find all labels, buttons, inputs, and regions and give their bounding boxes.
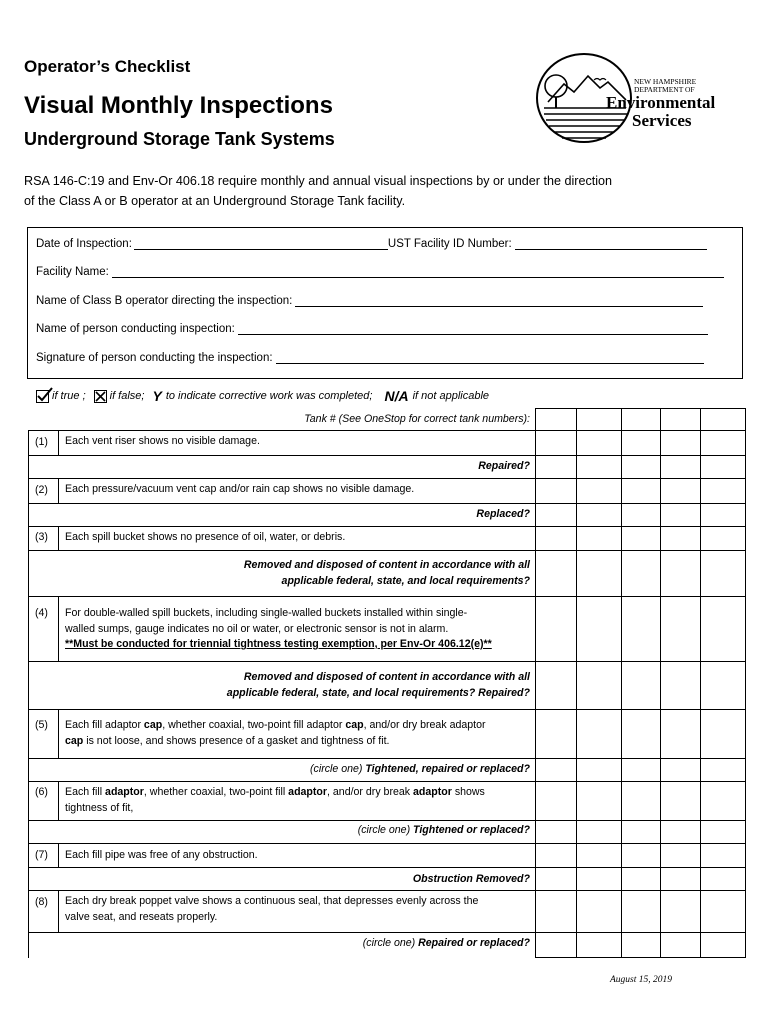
class-b-label: Name of Class B operator directing the inspection: xyxy=(36,295,293,307)
legend-y-key: Y xyxy=(152,388,162,404)
legend-na-text: if not applicable xyxy=(412,390,490,402)
facility-id-label: UST Facility ID Number: xyxy=(387,238,512,250)
item-5-number: (5) xyxy=(35,719,48,731)
item-2-number: (2) xyxy=(35,484,48,496)
item-5-followup: (circle one) Tightened, repaired or replaced? xyxy=(310,763,530,775)
item-2-text: Each pressure/vacuum vent cap and/or rain cap shows no visible damage. xyxy=(65,483,415,495)
person-label: Name of person conducting inspection: xyxy=(36,323,235,335)
legend-false-text: if false; xyxy=(109,390,145,402)
item-4-followup-line-1: Removed and disposed of content in accordance with all xyxy=(243,671,530,683)
item-8-text-line-2: valve seat, and reseats properly. xyxy=(65,911,218,923)
page-subtitle: Underground Storage Tank Systems xyxy=(24,129,335,149)
item-8-number: (8) xyxy=(35,896,48,908)
logo-line-2: DEPARTMENT OF xyxy=(634,85,695,94)
item-1-text: Each vent riser shows no visible damage. xyxy=(65,435,260,447)
legend-y-text: to indicate corrective work was completed; xyxy=(165,390,373,402)
item-8-text-line-1: Each dry break poppet valve shows a continuous seal, that depresses evenly across the xyxy=(65,895,479,907)
item-3-number: (3) xyxy=(35,531,48,543)
item-3-followup-line-2: applicable federal, state, and local requirements? xyxy=(281,575,530,587)
item-1-number: (1) xyxy=(35,436,48,448)
item-7-text: Each fill pipe was free of any obstruction. xyxy=(65,849,258,861)
footer-date: August 15, 2019 xyxy=(610,975,673,985)
facility-name-label: Facility Name: xyxy=(36,266,109,278)
tank-number-header: Tank # (See OneStop for correct tank numbers): xyxy=(304,413,530,425)
item-6-text-line-2: tightness of fit, xyxy=(65,802,134,814)
item-1-followup: Repaired? xyxy=(478,460,530,472)
date-label: Date of Inspection: xyxy=(36,238,132,250)
item-4-text-line-1: For double-walled spill buckets, including single-walled buckets installed within single- xyxy=(65,607,468,619)
item-4-followup-line-2: applicable federal, state, and local requirements? Repaired? xyxy=(226,687,530,699)
intro-line-2: of the Class A or B operator at an Underground Storage Tank facility. xyxy=(24,194,406,208)
item-8-followup: (circle one) Repaired or replaced? xyxy=(362,937,530,949)
item-4-text-line-2: walled sumps, gauge indicates no oil or water, or electronic sensor is not in alarm. xyxy=(65,623,449,635)
item-2-followup: Replaced? xyxy=(476,508,530,520)
logo-line-4: Services xyxy=(632,111,692,130)
legend-na-key: N/A xyxy=(384,388,409,404)
item-6-followup: (circle one) Tightened or replaced? xyxy=(357,824,530,836)
item-3-text: Each spill bucket shows no presence of oil, water, or debris. xyxy=(65,531,346,543)
item-7-number: (7) xyxy=(35,849,48,861)
checklist-heading: Operator’s Checklist xyxy=(24,57,191,76)
item-6-number: (6) xyxy=(35,786,48,798)
logo-line-3: Environmental xyxy=(606,93,716,112)
intro-line-1: RSA 146-C:19 and Env-Or 406.18 require monthly and annual visual inspections by or under the direction xyxy=(24,174,613,188)
item-7-followup: Obstruction Removed? xyxy=(412,873,530,885)
item-3-followup-line-1: Removed and disposed of content in accordance with all xyxy=(243,559,530,571)
item-5-text-line-1: Each fill adaptor cap, whether coaxial, two-point fill adaptor cap, and/or dry break adaptor xyxy=(65,719,486,731)
signature-label: Signature of person conducting the inspection: xyxy=(36,352,273,364)
page-title: Visual Monthly Inspections xyxy=(24,92,333,119)
legend-true-text: if true ; xyxy=(52,390,86,402)
logo-line-1: NEW HAMPSHIRE xyxy=(634,77,697,86)
item-6-text-line-1: Each fill adaptor, whether coaxial, two-point fill adaptor, and/or dry break adaptor shows xyxy=(65,786,485,798)
item-5-text-line-2: cap is not loose, and shows presence of a gasket and tightness of fit. xyxy=(65,735,390,747)
item-4-text-line-3: **Must be conducted for triennial tightness testing exemption, per Env-Or 406.12(e)** xyxy=(65,638,492,650)
item-4-number: (4) xyxy=(35,607,48,619)
